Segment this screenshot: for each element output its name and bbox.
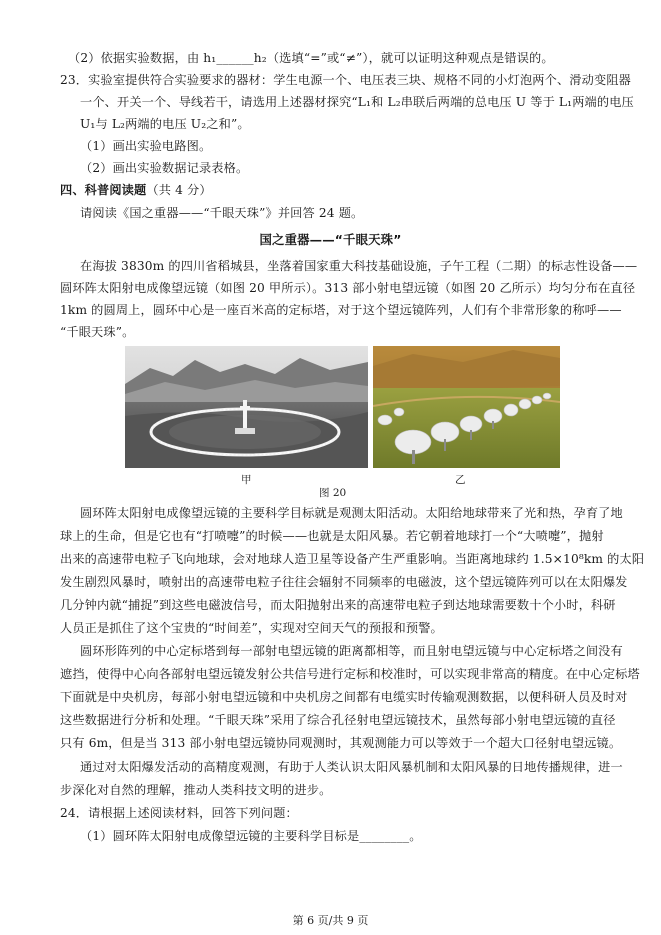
section-points: （共 4 分） <box>146 183 212 197</box>
figure-caption: 图 20 <box>319 487 347 499</box>
para2-line-3: 出来的高速带电粒子飞向地球，会对地球人造卫星等设备产生严重影响。当距离地球约 1.5×10⁸km 的太阳 <box>60 552 645 566</box>
para2-line-2: 球上的生命，但是它也有“打喷嚏”的时候——也就是太阳风暴。若它朝着地球打一个“大喷嚏”，抛射 <box>60 529 604 543</box>
figure-a-image <box>125 346 368 468</box>
section-title: 四、科普阅读题 <box>60 183 147 197</box>
para3-line-2: 遮挡，使得中心向各部射电望远镜发射公共信号进行定标和校准时，可以实现非常高的精度。在中心定标塔 <box>60 667 640 681</box>
q23-line-3: U₁与 L₂两端的电压 U₂之和”。 <box>80 117 250 131</box>
para1-line-2: 圆环阵太阳射电成像望远镜（如图 20 甲所示）。313 部小射电望远镜（如图 20 乙所示）均匀分布在直径 <box>60 281 636 295</box>
figure-b-image <box>373 346 560 468</box>
reading-instruction: 请阅读《国之重器——“千眼天珠”》并回答 24 题。 <box>80 206 364 220</box>
page-footer: 第 6 页/共 9 页 <box>292 914 369 927</box>
para3-line-1: 圆环形阵列的中心定标塔到每一部射电望远镜的距离都相等，而且射电望远镜与中心定标塔之间没有 <box>80 644 623 658</box>
para3-line-3: 下面就是中央机房，每部小射电望远镜和中央机房之间都有电缆实时传输观测数据，以便科研人员及时对 <box>60 690 628 704</box>
q23-line-2: 一个、开关一个、导线若干，请选用上述器材探究“L₁和 L₂串联后两端的总电压 U 等于 L₁两端的电压 <box>80 95 634 109</box>
para1-line-4: “千眼天珠”。 <box>60 325 135 339</box>
q23-part2: （2）画出实验数据记录表格。 <box>80 161 249 175</box>
figure-b-label: 乙 <box>455 474 466 486</box>
q24-prompt: 24．请根据上述阅读材料，回答下列问题： <box>60 806 298 820</box>
figure-a-photo <box>125 346 368 468</box>
article-title: 国之重器——“千眼天珠” <box>259 232 402 247</box>
para4-line-1: 通过对太阳爆发活动的高精度观测，有助于人类认识太阳风暴机制和太阳风暴的日地传播规律，进一 <box>80 760 623 774</box>
q24-part1: （1）圆环阵太阳射电成像望远镜的主要科学目标是________。 <box>80 829 422 843</box>
para3-line-5: 只有 6m，但是当 313 部小射电望远镜协同观测时，其观测能力可以等效于一个超大口径射电望远镜。 <box>60 736 622 750</box>
para2-line-5: 几分钟内就“捕捉”到这些电磁波信号，而太阳抛射出来的高速带电粒子到达地球需要数十个小时，科研 <box>60 598 616 612</box>
para1-line-1: 在海拔 3830m 的四川省稻城县，坐落着国家重大科技基础设施，子午工程（二期）的标志性设备—— <box>80 259 638 273</box>
q23-part1: （1）画出实验电路图。 <box>80 139 212 153</box>
q22-part2: （2）依据实验数据，由 h₁______h₂（选填“=”或“≠”），就可以证明这种观点是错误的。 <box>68 51 554 65</box>
para4-line-2: 步深化对自然的理解，推动人类科技文明的进步。 <box>60 783 332 797</box>
figure-a-label: 甲 <box>241 474 252 486</box>
figure-b-photo <box>373 346 560 468</box>
para2-line-1: 圆环阵太阳射电成像望远镜的主要科学目标就是观测太阳活动。太阳给地球带来了光和热，孕育了地 <box>80 506 623 520</box>
q23-line-1: 23．实验室提供符合实验要求的器材：学生电源一个、电压表三块、规格不同的小灯泡两个、滑动变阻器 <box>60 73 631 87</box>
para2-line-6: 人员正是抓住了这个宝贵的“时间差”，实现对空间天气的预报和预警。 <box>60 621 443 635</box>
para1-line-3: 1km 的圆周上，圆环中心是一座百米高的定标塔，对于这个望远镜阵列，人们有个非常形象的称呼—— <box>60 303 622 317</box>
para3-line-4: 这些数据进行分析和处理。“千眼天珠”采用了综合孔径射电望远镜技术，虽然每部小射电望远镜的直径 <box>60 713 616 727</box>
para2-line-4: 发生剧烈风暴时，喷射出的高速带电粒子往往会辐射不同频率的电磁波，这个望远镜阵列可以在太阳爆发 <box>60 575 628 589</box>
section-heading <box>60 182 212 198</box>
